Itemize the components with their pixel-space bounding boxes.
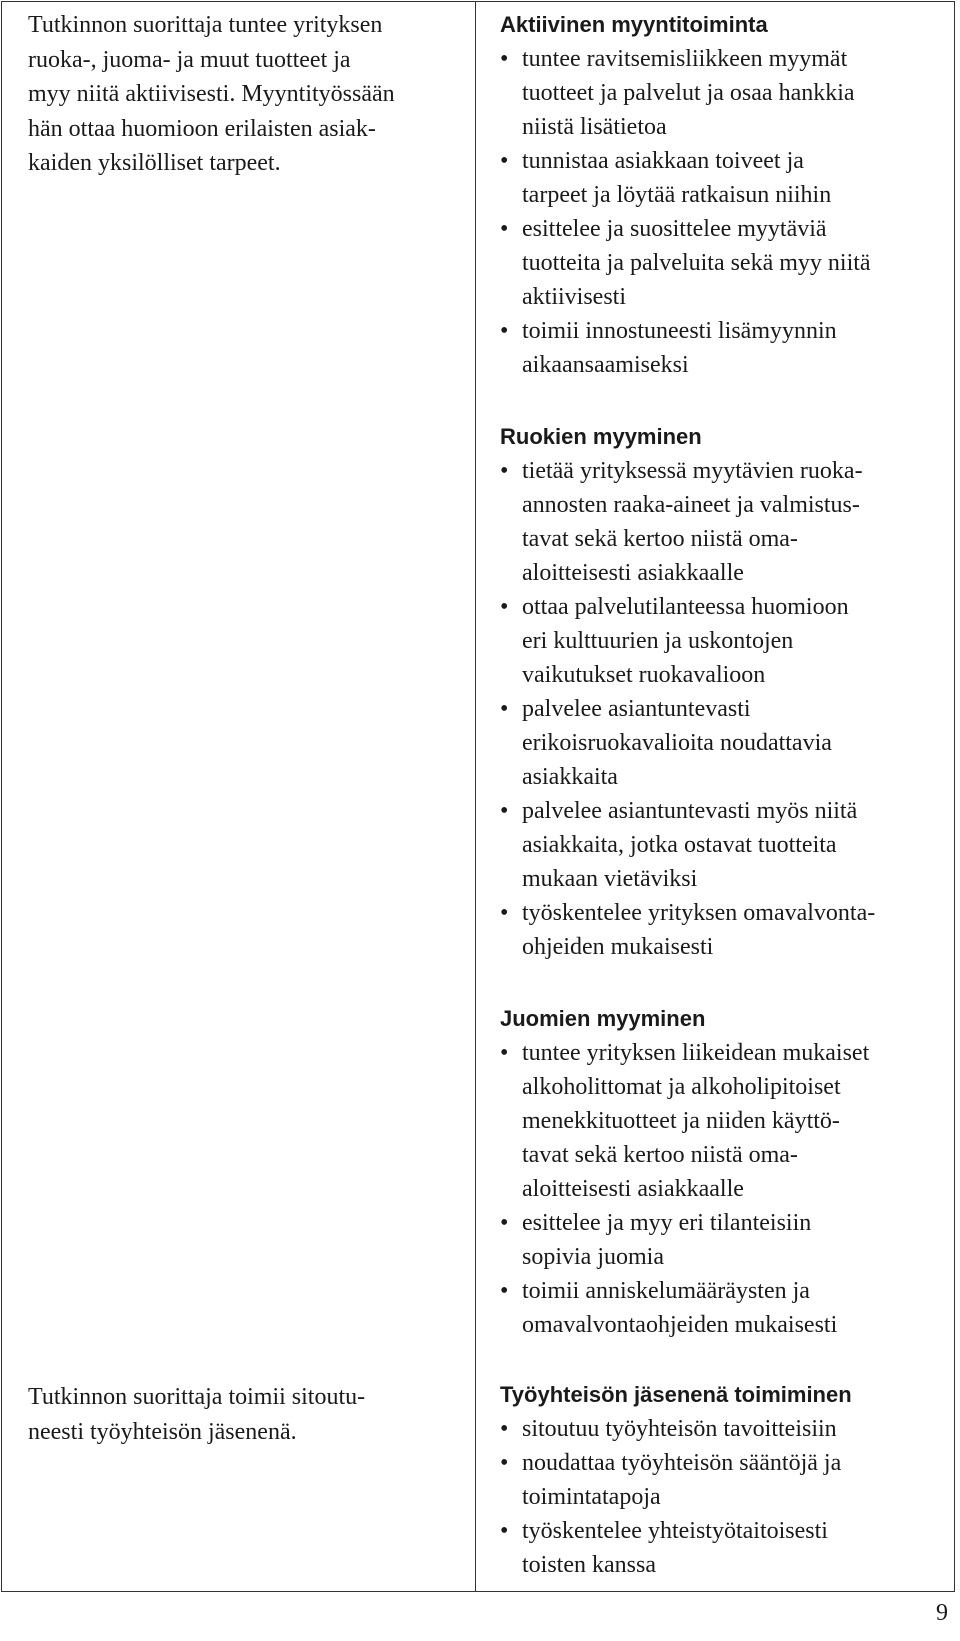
section-work-community [500,1378,942,1582]
section-drink-sales [500,1002,942,1342]
bullet-list [500,42,942,382]
item-line: • tuntee yrityksen liikeidean mukaiset [522,1040,870,1066]
item-line: tuotteita ja palveluita sekä myy niitä [522,250,871,276]
list-item [500,590,942,692]
item-line: • noudattaa työyhteisön sääntöjä ja [522,1450,842,1476]
item-line: aikaansaamiseksi [522,352,689,378]
list-item [500,1446,942,1514]
item-line: tavat sekä kertoo niistä oma- [522,526,798,552]
list-item [500,692,942,794]
list-item [500,1274,942,1342]
item-line: toimintatapoja [522,1484,661,1510]
item-line: eri kulttuurien ja uskontojen [522,628,794,654]
item-line: • tietää yrityksessä myytävien ruoka- [522,458,863,484]
item-line: aloitteisesti asiakkaalle [522,560,744,586]
item-line: niistä lisätietoa [522,114,667,140]
item-line: omavalvontaohjeiden mukaisesti [522,1312,838,1338]
item-line: tavat sekä kertoo niistä oma- [522,1142,798,1168]
bullet-list [500,454,942,964]
item-line: • esittelee ja myy eri tilanteisiin [522,1210,812,1236]
item-line: • toimii anniskelumääräysten ja [522,1278,810,1304]
item-line: asiakkaita [522,764,618,790]
item-line: • tunnistaa asiakkaan toiveet ja [522,148,804,174]
list-item [500,896,942,964]
intro-line: kaiden yksilölliset tarpeet. [28,150,281,176]
list-item [500,144,942,212]
intro-paragraph [28,8,465,181]
item-line: annosten raaka-aineet ja valmistus- [522,492,860,518]
list-item [500,1514,942,1582]
right-column [476,2,955,1592]
bullet-list [500,1036,942,1342]
section-title: Työyhteisön jäsenenä toimiminen [500,1382,852,1407]
section-title: Ruokien myyminen [500,424,702,449]
section-active-sales [500,8,942,382]
page-number: 9 [936,1600,948,1626]
bullet-list [500,1412,942,1582]
list-item [500,1206,942,1274]
competence-table [1,1,955,1592]
list-item [500,42,942,144]
intro-line: ruoka-, juoma- ja muut tuotteet ja [28,46,351,73]
intro-line: hän ottaa huomioon erilaisten asiak- [28,115,376,142]
item-line: mukaan vietäviksi [522,866,698,892]
intro-line: Tutkinnon suorittaja tuntee yrityksen [28,12,383,38]
list-item [500,1036,942,1206]
closing-line: Tutkinnon suorittaja toimii sitoutu- [28,1384,366,1410]
list-item [500,314,942,382]
item-line: • työskentelee yrityksen omavalvonta- [522,900,876,926]
list-item [500,794,942,896]
item-line: menekkituotteet ja niiden käyttö- [522,1108,840,1134]
list-item [500,454,942,590]
section-food-sales [500,420,942,964]
item-line: ohjeiden mukaisesti [522,934,714,960]
section-title: Aktiivinen myyntitoiminta [500,12,768,37]
closing-line: neesti työyhteisön jäsenenä. [28,1418,297,1445]
item-line: • palvelee asiantuntevasti myös niitä [522,798,858,824]
item-line: • sitoutuu työyhteisön tavoitteisiin [522,1416,837,1442]
item-line: • palvelee asiantuntevasti [522,696,751,722]
item-line: • ottaa palvelutilanteessa huomioon [522,594,849,620]
item-line: tuotteet ja palvelut ja osaa hankkia [522,80,855,106]
list-item [500,1412,942,1446]
item-line: vaikutukset ruokavalioon [522,662,766,688]
list-item [500,212,942,314]
item-line: sopivia juomia [522,1244,664,1270]
item-line: • tuntee ravitsemisliikkeen myymät [522,46,848,72]
item-line: alkoholittomat ja alkoholipitoiset [522,1074,841,1100]
item-line: erikoisruokavalioita noudattavia [522,730,832,756]
section-title: Juomien myyminen [500,1006,706,1031]
item-line: • toimii innostuneesti lisämyynnin [522,318,837,344]
item-line: tarpeet ja löytää ratkaisun niihin [522,182,832,208]
item-line: • esittelee ja suosittelee myytäviä [522,216,827,242]
intro-line: myy niitä aktiivisesti. Myyntityössään [28,81,395,107]
item-line: toisten kanssa [522,1552,656,1578]
item-line: aloitteisesti asiakkaalle [522,1176,744,1202]
item-line: aktiivisesti [522,284,626,310]
item-line: • työskentelee yhteistyötaitoisesti [522,1518,828,1544]
closing-paragraph [28,1380,465,1449]
item-line: asiakkaita, jotka ostavat tuotteita [522,832,837,858]
left-column [2,2,476,1592]
